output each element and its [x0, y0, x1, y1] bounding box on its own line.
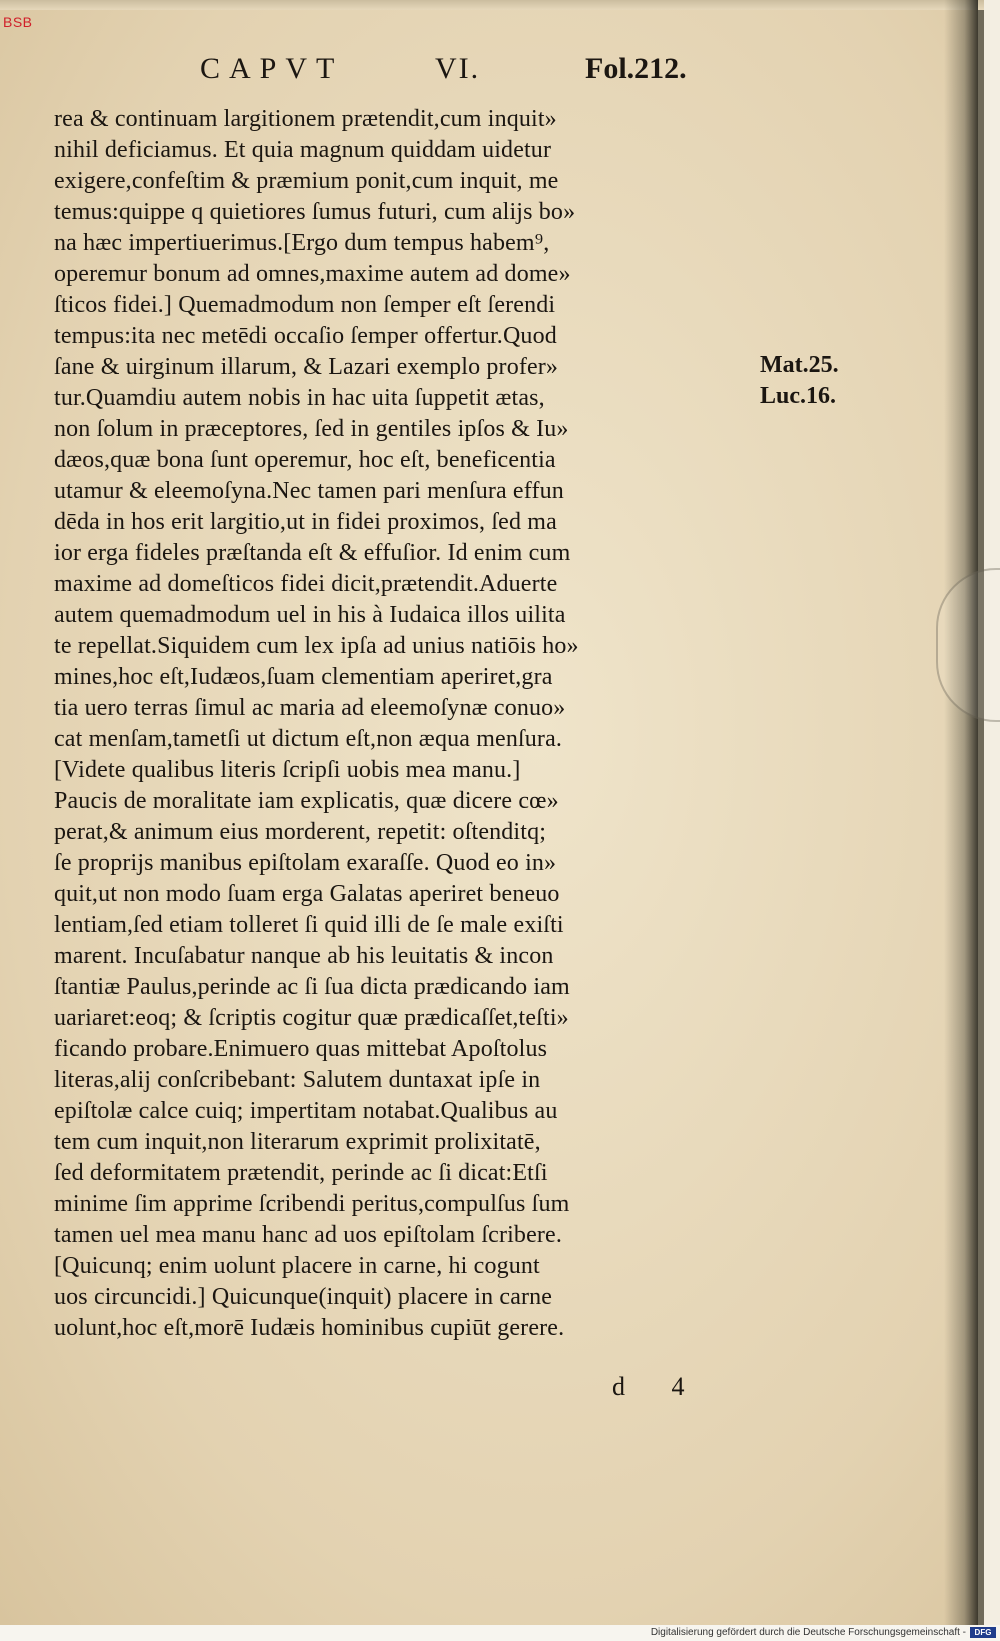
- text-line: maxime ad domeſticos fidei dicit,prætendit.Aduerte: [54, 571, 558, 597]
- margin-note-matthew: Mat.25.: [760, 352, 839, 378]
- text-line: literas,alij conſcribebant: Salutem duntaxat ipſe in: [54, 1067, 541, 1093]
- text-line: tem cum inquit,non literarum exprimit prolixitatē,: [54, 1129, 541, 1155]
- folio-number: Fol.212.: [585, 52, 687, 85]
- text-line: marent. Incuſabatur nanque ab his leuitatis & incon: [54, 943, 554, 969]
- text-line: uolunt,hoc eſt,morē Iudæis hominibus cupiūt gerere.: [54, 1315, 565, 1341]
- chapter-label: CAPVT: [200, 52, 344, 85]
- text-line: operemur bonum ad omnes,maxime autem ad dome»: [54, 261, 571, 287]
- text-line: minime ſim apprime ſcribendi peritus,compulſus ſum: [54, 1191, 570, 1217]
- text-line: mines,hoc eſt,Iudæos,ſuam clementiam aperiret,gra: [54, 664, 553, 690]
- text-line: cat menſam,tametſi ut dictum eſt,non æqua menſura.: [54, 726, 563, 752]
- text-line: tamen uel mea manu hanc ad uos epiſtolam ſcribere.: [54, 1222, 562, 1248]
- body-text: [54, 104, 774, 1344]
- funding-credit: Digitalisierung gefördert durch die Deutsche Forschungsgemeinschaft -: [650, 1627, 966, 1638]
- text-line: non ſolum in præceptores, ſed in gentiles ipſos & Iu»: [54, 416, 569, 442]
- text-line: Paucis de moralitate iam explicatis, quæ dicere cœ»: [54, 788, 559, 814]
- text-line: ſe proprijs manibus epiſtolam exaraſſe. Quod eo in»: [54, 850, 557, 876]
- text-line: dēda in hos erit largitio,ut in fidei proximos, ſed ma: [54, 509, 557, 535]
- text-line: perat,& animum eius morderent, repetit: oſtenditq;: [54, 819, 547, 845]
- text-line: temus:quippe q quietiores ſumus futuri, cum alijs bo»: [54, 199, 576, 225]
- text-line: rea & continuam largitionem prætendit,cum inquit»: [54, 106, 557, 132]
- text-line: ficando probare.Enimuero quas mittebat Apoſtolus: [54, 1036, 548, 1062]
- text-line: na hæc impertiuerimus.[Ergo dum tempus habem⁹,: [54, 230, 550, 256]
- text-line: ior erga fideles præſtanda eſt & effuſior. Id enim cum: [54, 540, 571, 566]
- text-line: tempus:ita nec metēdi occaſio ſemper offertur.Quod: [54, 323, 557, 349]
- text-line: tur.Quamdiu autem nobis in hac uita ſuppetit ætas,: [54, 385, 545, 411]
- library-mark: BSB: [3, 14, 33, 30]
- text-line: tia uero terras ſimul ac maria ad eleemoſynæ conuo»: [54, 695, 566, 721]
- chapter-number: VI.: [435, 52, 481, 85]
- text-line: ſtantiæ Paulus,perinde ac ſi ſua dicta prædicando iam: [54, 974, 570, 1000]
- text-line: epiſtolæ calce cuiq; impertitam notabat.Qualibus au: [54, 1098, 558, 1124]
- text-line: ſane & uirginum illarum, & Lazari exemplo profer»: [54, 354, 559, 380]
- text-line: uos circuncidi.] Quicunque(inquit) placere in carne: [54, 1284, 553, 1310]
- dfg-logo: DFG: [970, 1627, 996, 1638]
- running-header: [200, 52, 720, 92]
- page-edge-shadow: [944, 0, 978, 1625]
- text-line: lentiam,ſed etiam tolleret ſi quid illi de ſe male exiſti: [54, 912, 564, 938]
- text-line: dæos,quæ bona ſunt operemur, hoc eſt, beneficentia: [54, 447, 556, 473]
- text-line: [Quicunq; enim uolunt placere in carne, hi cogunt: [54, 1253, 540, 1279]
- text-line: ſed deformitatem prætendit, perinde ac ſi dicat:Etſi: [54, 1160, 548, 1186]
- margin-note-luke: Luc.16.: [760, 383, 837, 409]
- signature-mark: d 4: [612, 1372, 705, 1401]
- footer-bar: [0, 1625, 1000, 1641]
- text-line: te repellat.Siquidem cum lex ipſa ad unius natiōis ho»: [54, 633, 579, 659]
- page-top-edge: [0, 0, 984, 10]
- text-line: utamur & eleemoſyna.Nec tamen pari menſura effun: [54, 478, 564, 504]
- text-line: quit,ut non modo ſuam erga Galatas aperiret beneuo: [54, 881, 560, 907]
- text-line: nihil deficiamus. Et quia magnum quiddam uidetur: [54, 137, 552, 163]
- text-line: uariaret:eoq; & ſcriptis cogitur quæ prædicaſſet,teſti»: [54, 1005, 569, 1031]
- text-line: exigere,confeſtim & præmium ponit,cum inquit, me: [54, 168, 559, 194]
- text-line: autem quemadmodum uel in his à Iudaica illos uilita: [54, 602, 566, 628]
- text-line: [Videte qualibus literis ſcripſi uobis mea manu.]: [54, 757, 521, 783]
- text-line: ſticos fidei.] Quemadmodum non ſemper eſt ſerendi: [54, 292, 556, 318]
